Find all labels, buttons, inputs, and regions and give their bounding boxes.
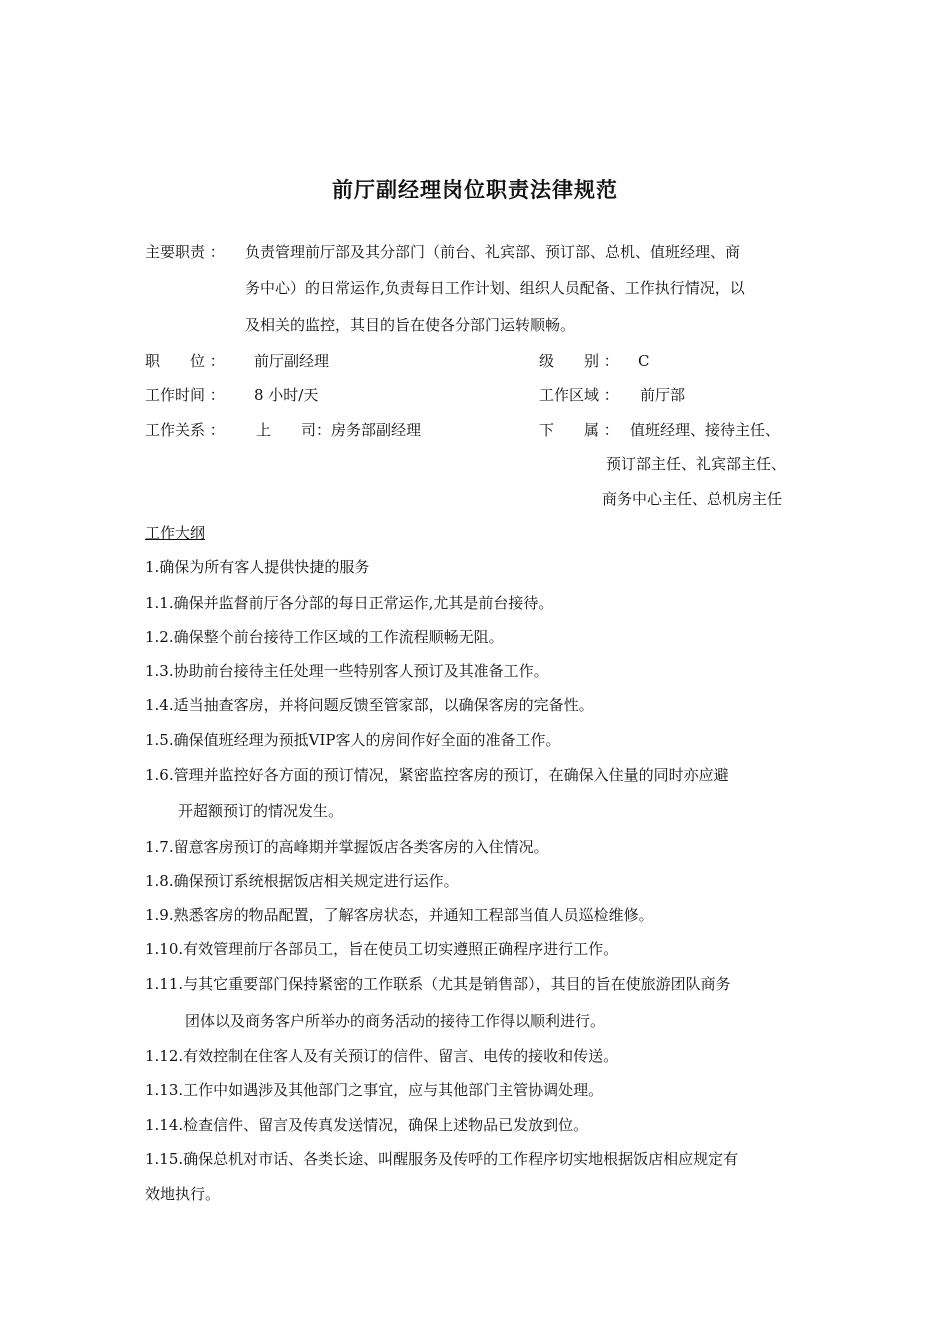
outline-line: 1.1.确保并监督前厅各分部的每日正常运作,尤其是前台接待。 xyxy=(145,594,554,612)
outline-line: 1.5.确保值班经理为预抵VIP客人的房间作好全面的准备工作。 xyxy=(145,731,561,749)
subordinate-line-2: 预订部主任、礼宾部主任、 xyxy=(606,455,787,473)
outline-line: 1.15.确保总机对市话、各类长途、叫醒服务及传呼的工作程序切实地根据饭店相应规定有 xyxy=(145,1150,739,1168)
outline-line: 1.2.确保整个前台接待工作区域的工作流程顺畅无阻。 xyxy=(145,628,504,646)
subordinate-line-1: 值班经理、接待主任、 xyxy=(630,421,781,439)
outline-line: 效地执行。 xyxy=(145,1185,221,1203)
area-label: 工作区域 ： xyxy=(539,386,619,404)
hours-value: 8 小时/天 xyxy=(254,386,319,404)
duties-label: 主要职责 ： xyxy=(145,243,225,261)
outline-heading: 工作大纲 xyxy=(145,524,206,542)
outline-line: 1.7.留意客房预订的高峰期并掌握饭店各类客房的入住情况。 xyxy=(145,838,549,856)
superior-value: 上 司：房务部副经理 xyxy=(256,421,422,439)
position-value: 前厅副经理 xyxy=(254,352,330,370)
outline-line: 1.3.协助前台接待主任处理一些特别客人预订及其准备工作。 xyxy=(145,662,549,680)
outline-line: 1.6.管理并监控好各方面的预订情况，紧密监控客房的预订，在确保入住量的同时亦应避 xyxy=(145,766,729,784)
duties-line-3: 及相关的监控，其目的旨在使各分部门运转顺畅。 xyxy=(245,316,576,334)
outline-line: 开超额预订的情况发生。 xyxy=(178,802,344,820)
duties-line-2: 务中心）的日常运作,负责每日工作计划、组织人员配备、工作执行情况，以 xyxy=(245,279,745,297)
page-title: 前厅副经理岗位职责法律规范 xyxy=(332,178,618,202)
outline-line: 1.9.熟悉客房的物品配置，了解客房状态，并通知工程部当值人员巡检维修。 xyxy=(145,906,654,924)
hours-label: 工作时间 ： xyxy=(145,386,225,404)
outline-line: 团体以及商务客户所举办的商务活动的接待工作得以顺利进行。 xyxy=(185,1012,606,1030)
outline-line: 1.8.确保预订系统根据饭店相关规定进行运作。 xyxy=(145,872,459,890)
outline-line: 1.10.有效管理前厅各部员工，旨在使员工切实遵照正确程序进行工作。 xyxy=(145,940,619,958)
area-value: 前厅部 xyxy=(640,386,686,404)
duties-line-1: 负责管理前厅部及其分部门（前台、礼宾部、预订部、总机、值班经理、商 xyxy=(245,243,741,261)
position-label: 职 位 ： xyxy=(145,352,225,370)
relation-label: 工作关系 ： xyxy=(145,421,225,439)
level-label: 级 别 ： xyxy=(539,352,619,370)
outline-line: 1.确保为所有客人提供快捷的服务 xyxy=(145,558,370,576)
outline-line: 1.13.工作中如遇涉及其他部门之事宜，应与其他部门主管协调处理。 xyxy=(145,1081,604,1099)
subordinate-line-3: 商务中心主任、总机房主任 xyxy=(602,490,783,508)
level-value: C xyxy=(638,352,650,370)
outline-line: 1.11.与其它重要部门保持紧密的工作联系（尤其是销售部），其目的旨在使旅游团队商务 xyxy=(145,975,731,993)
outline-line: 1.14.检查信件、留言及传真发送情况，确保上述物品已发放到位。 xyxy=(145,1116,589,1134)
subordinate-label: 下 属 ： xyxy=(539,421,619,439)
outline-line: 1.12.有效控制在住客人及有关预订的信件、留言、电传的接收和传送。 xyxy=(145,1047,619,1065)
outline-line: 1.4.适当抽查客房，并将问题反馈至管家部，以确保客房的完备性。 xyxy=(145,696,594,714)
